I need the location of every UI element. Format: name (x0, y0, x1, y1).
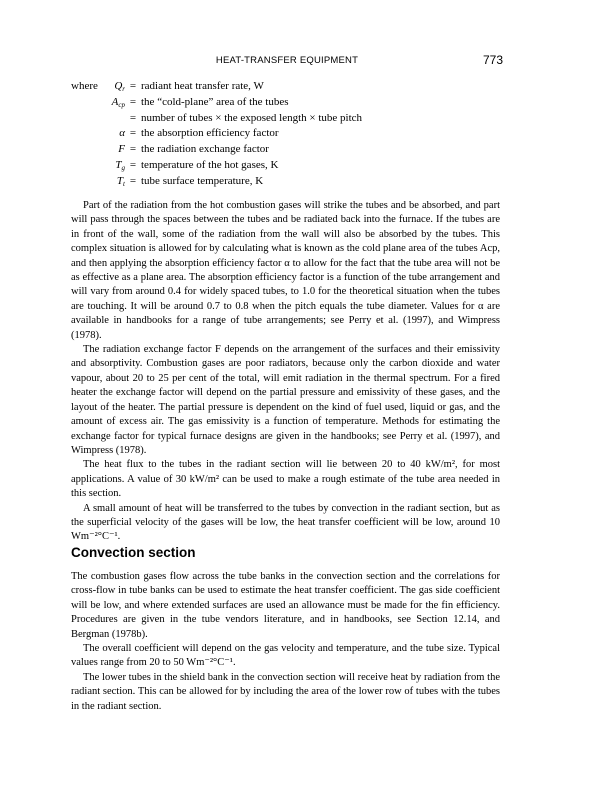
definitions-lead: where (71, 80, 98, 92)
definition-text: radiant heat transfer rate, W (141, 80, 264, 92)
definition-symbol: F (118, 143, 125, 156)
page-number: 773 (482, 53, 503, 67)
page-header (71, 53, 503, 67)
paragraph: The lower tubes in the shield bank in the convection section will receive heat by radiation from the radiant section. This can be allowed for by including the area of the lower row of tubes with the tubes in the radiant section. (71, 671, 500, 712)
definition-row: $T_g$ = temperature of the hot gases, K (71, 158, 511, 174)
definition-text: temperature of the hot gases, K (141, 158, 279, 171)
definition-symbol: $Q_r$ (114, 80, 125, 93)
convection-section-text (71, 570, 500, 714)
definition-symbol: $T_t$ (116, 174, 125, 188)
definition-row: = number of tubes × the exposed length × tube pitch (71, 111, 511, 127)
definition-text: the absorption efficiency factor (141, 127, 279, 140)
definition-text: the radiation exchange factor (141, 143, 269, 156)
radiant-section-text (71, 199, 500, 545)
running-title: HEAT-TRANSFER EQUIPMENT (215, 55, 359, 66)
definition-text: tube surface temperature, K (141, 174, 264, 187)
definition-row: where $Q_r$ = radiant heat transfer rate, W (71, 79, 511, 95)
definition-text: number of tubes × the exposed length × tube pitch (141, 111, 363, 124)
paragraph: The overall coefficient will depend on the gas velocity and temperature, and the tube size. Typical values range from 20 to 50 Wm⁻²°C⁻¹. (71, 643, 500, 669)
definition-symbol: $T_g$ (115, 158, 125, 172)
symbol-definitions (71, 79, 511, 190)
section-heading: Convection section (71, 545, 196, 560)
paragraph: The heat flux to the tubes in the radiant section will lie between 20 to 40 kW/m², for most applications. A value of 30 kW/m² can be used to make a rough estimate of the tube area needed in this section. (71, 459, 500, 500)
definition-row: F = the radiation exchange factor (71, 142, 511, 158)
definition-row: α = the absorption efficiency factor (71, 126, 511, 142)
paragraph: A small amount of heat will be transferred to the tubes by convection in the radiant section, but as the superficial velocity of the gases will be low, the heat transfer coefficient will be low, around 10 Wm⁻²°C⁻¹. (71, 502, 500, 543)
paragraph: Part of the radiation from the hot combustion gases will strike the tubes and be absorbed, and part will pass through the spaces between the tubes and be radiated back into the furnace. If the tubes are in front of the wall, some of the radiation from the wall will also be absorbed by the tubes. This complex situation is allowed for by calculating what is known as the cold plane area of the tubes Acp, and then applying the absorption efficiency factor α to allow for the fact that the tube area will not be as effective as a plane area. The absorption efficiency factor is a function of the tube arrangement and will vary from around 0.4 for widely spaced tubes, to 1.0 for the theoretical situation when the tubes are touching. It will be around 0.7 to 0.8 when the pitch equals the tube diameter. Values for α are available in handbooks for a range of tube arrangements; see Perry et al. (1997), and Wimpress (1978). (71, 200, 500, 341)
definition-symbol: α (119, 127, 125, 140)
definition-row: $T_t$ = tube surface temperature, K (71, 174, 511, 190)
definition-symbol: $A_{cp}$ (111, 95, 125, 109)
definition-text: the “cold-plane” area of the tubes (141, 95, 289, 108)
paragraph: The radiation exchange factor F depends on the arrangement of the surfaces and their emissivity and absorptivity. Combustion gases are poor radiators, because only the carbon dioxide and water vapour, about 20 to 25 per cent of the total, will emit radiation in the thermal spectrum. For a fired heater the exchange factor will depend on the partial pressure and emissivity of these gases, and the layout of the heater. The partial pressure is dependent on the kind of fuel used, liquid or gas, and the amount of excess air. The gas emissivity is a function of temperature. Methods for estimating the exchange factor for typical furnace designs are given in the handbooks; see Perry et al. (1997), and Wimpress (1978). (71, 344, 500, 456)
definition-row: $A_{cp}$ = the “cold-plane” area of the tubes (71, 95, 511, 111)
paragraph: The combustion gases flow across the tube banks in the convection section and the correlations for cross-flow in tube banks can be used to estimate the heat transfer coefficient. The gas side coefficient will be low, and where extended surfaces are used an allowance must be made for the fin efficiency. Procedures are given in the tube vendors literature, and in handbooks, see Section 12.14, and Bergman (1978b). (71, 571, 500, 640)
